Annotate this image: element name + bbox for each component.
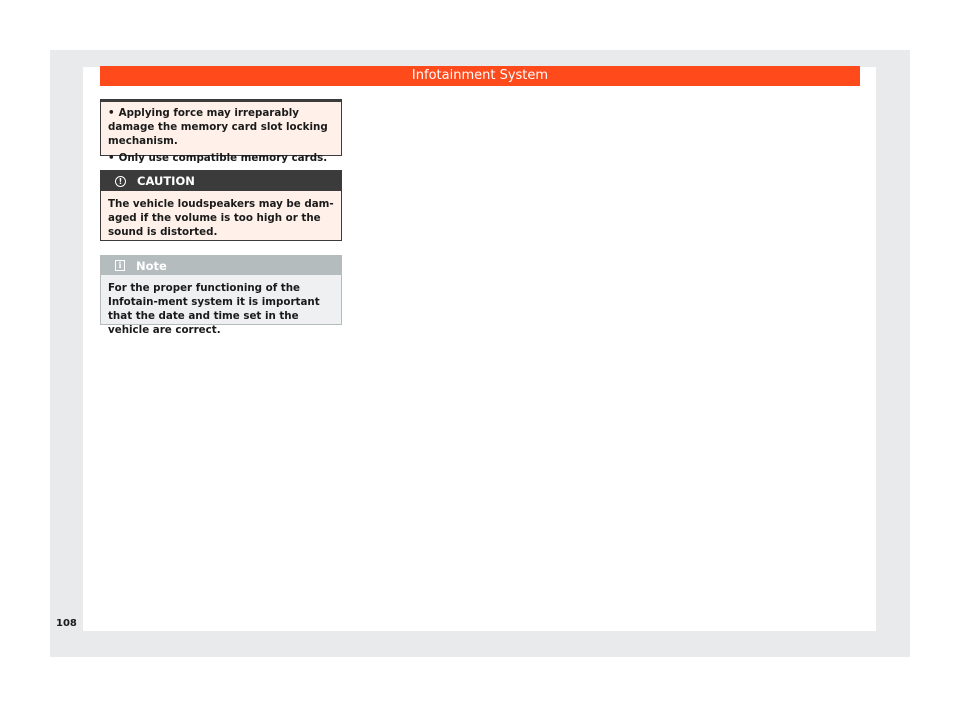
- section-title: Infotainment System: [411, 68, 549, 83]
- note-header: [101, 256, 341, 275]
- bullet-text: Only use compatible memory cards.: [118, 152, 328, 164]
- note-label: Note: [136, 258, 167, 273]
- caution-label: CAUTION: [137, 174, 195, 188]
- bullet-icon: •: [108, 107, 115, 119]
- list-item: [108, 106, 334, 148]
- caution-text: The vehicle loudspeakers may be dam-aged if the volume is too high or the sound is distorted.: [108, 198, 334, 238]
- note-box: [100, 255, 342, 336]
- bullet-text: Applying force may irreparably damage the memory card slot locking mechanism.: [108, 107, 328, 147]
- exclamation-circle-icon: !: [115, 176, 126, 187]
- page-number: 108: [56, 618, 77, 629]
- section-header: [100, 66, 860, 86]
- list-item: [108, 151, 334, 165]
- warning-continuation-box: [100, 99, 342, 164]
- note-text: For the proper functioning of the Infotain-ment system it is important that the date and time set in the vehicle are correct.: [108, 282, 320, 336]
- bullet-icon: •: [108, 152, 115, 164]
- caution-box: [100, 170, 342, 241]
- info-icon: i: [115, 260, 125, 271]
- caution-header: [101, 171, 341, 191]
